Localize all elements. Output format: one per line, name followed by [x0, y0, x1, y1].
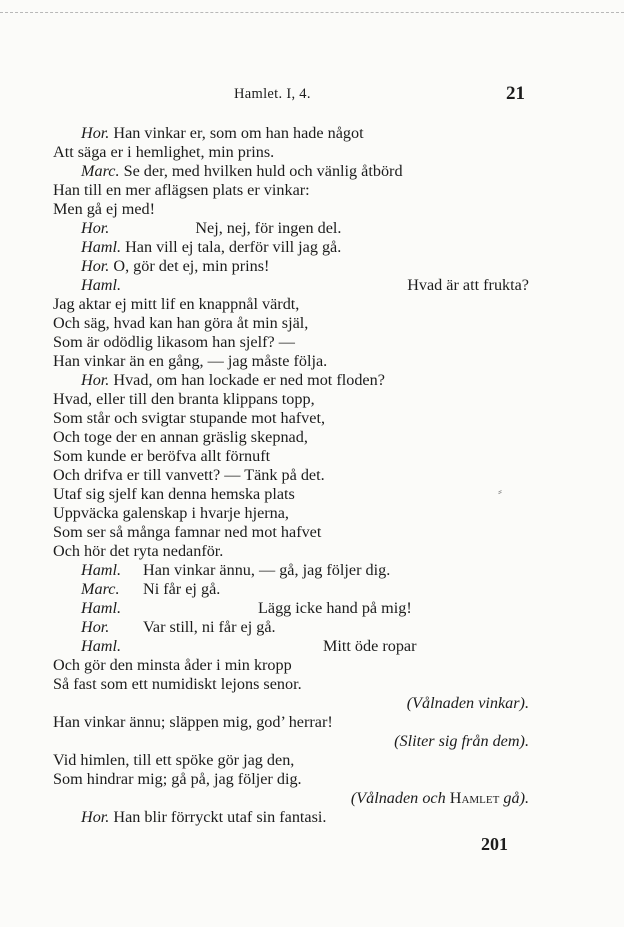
- verse-line: [53, 523, 529, 542]
- speaker-label: Hor.: [81, 808, 110, 826]
- speaker-label: Marc.: [81, 162, 120, 180]
- signature-number: 201: [481, 834, 508, 854]
- verse-line: [53, 409, 529, 428]
- verse-line: [53, 542, 529, 561]
- line-text: Så fast som ett numidiskt lejons senor.: [53, 675, 302, 693]
- line-text: Utaf sig sjelf kan denna hemska plats: [53, 485, 295, 503]
- line-text: Som ser så många famnar ned mot hafvet: [53, 523, 322, 541]
- stage-direction-character: Hamlet: [449, 789, 500, 807]
- line-text: Jag aktar ej mitt lif en knappnål värdt,: [53, 295, 300, 313]
- verse-line: [53, 447, 529, 466]
- verse-line: [53, 466, 529, 485]
- running-title: Hamlet. I, 4.: [234, 86, 311, 102]
- line-text: Mitt öde ropar: [323, 637, 417, 655]
- verse-line: [53, 124, 529, 143]
- page-number: 21: [506, 83, 525, 104]
- verse-line: [53, 751, 529, 770]
- line-text: Som står och svigtar stupande mot hafvet,: [53, 409, 325, 427]
- speaker-label: Hor.: [81, 618, 110, 636]
- verse-line: [53, 162, 529, 181]
- line-text: Och hör det ryta nedanför.: [53, 542, 224, 560]
- verse-line: [53, 561, 529, 580]
- line-text: O, gör det ej, min prins!: [113, 257, 270, 275]
- verse-line: [53, 656, 529, 675]
- verse-line: [53, 181, 529, 200]
- play-text: [53, 124, 529, 827]
- verse-line: [53, 276, 529, 295]
- speaker-label: Haml.: [81, 637, 122, 655]
- speaker-label: Haml.: [81, 276, 122, 294]
- stage-direction-text: gå).: [499, 789, 529, 807]
- speaker-label: Marc.: [81, 580, 120, 598]
- line-text: Ni får ej gå.: [143, 580, 221, 598]
- verse-line: [53, 504, 529, 523]
- verse-line: [53, 390, 529, 409]
- line-text: Uppväcka galenskap i hvarje hjerna,: [53, 504, 289, 522]
- line-text: Men gå ej med!: [53, 200, 156, 218]
- verse-line: [53, 200, 529, 219]
- verse-line: [53, 637, 529, 656]
- line-text: Att säga er i hemlighet, min prins.: [53, 143, 275, 161]
- line-text: Och drifva er till vanvett? — Tänk på det.: [53, 466, 325, 484]
- line-text: Vid himlen, till ett spöke gör jag den,: [53, 751, 295, 769]
- verse-line: [53, 314, 529, 333]
- line-text: Var still, ni får ej gå.: [143, 618, 276, 636]
- verse-line: [53, 713, 529, 732]
- speaker-label: Hor.: [81, 371, 110, 389]
- line-text: Hvad, om han lockade er ned mot floden?: [113, 371, 385, 389]
- verse-line: [53, 675, 529, 694]
- verse-line: [53, 238, 529, 257]
- stage-direction-text: (Sliter sig från dem).: [394, 732, 529, 750]
- line-text: Han vinkar ännu; släppen mig, god’ herrar!: [53, 713, 333, 731]
- verse-line: [53, 618, 529, 637]
- line-text: Som är odödlig likasom han sjelf? —: [53, 333, 295, 351]
- stage-direction-text: (Vålnaden vinkar).: [406, 694, 529, 712]
- line-text: Hvad, eller till den branta klippans topp,: [53, 390, 315, 408]
- line-text: Och gör den minsta åder i min kropp: [53, 656, 292, 674]
- line-text: Och säg, hvad kan han göra åt min själ,: [53, 314, 309, 332]
- verse-line: [53, 352, 529, 371]
- verse-line: [53, 428, 529, 447]
- verse-line: [53, 599, 529, 618]
- speaker-label: Haml.: [81, 238, 122, 256]
- line-text: Se der, med hvilken huld och vänlig åtbörd: [123, 162, 403, 180]
- verse-line: [53, 257, 529, 276]
- verse-line: [53, 770, 529, 789]
- speaker-label: Hor.: [81, 257, 110, 275]
- line-text: Han till en mer aflägsen plats er vinkar:: [53, 181, 310, 199]
- stage-direction: [53, 694, 529, 713]
- line-text: Han blir förryckt utaf sin fantasi.: [113, 808, 327, 826]
- verse-line: [53, 219, 529, 238]
- line-text: Som kunde er beröfva allt förnuft: [53, 447, 271, 465]
- speaker-label: Haml.: [81, 561, 122, 579]
- page-header: [0, 83, 624, 108]
- verse-line: [53, 580, 529, 599]
- stage-direction-text: (Vålnaden och: [350, 789, 450, 807]
- line-text: Han vinkar ännu, — gå, jag följer dig.: [143, 561, 391, 579]
- speaker-label: Hor.: [81, 124, 110, 142]
- speaker-label: Haml.: [81, 599, 122, 617]
- verse-line: [53, 333, 529, 352]
- verse-line: [53, 371, 529, 390]
- stray-mark: ⸗: [498, 484, 502, 498]
- line-text: Som hindrar mig; gå på, jag följer dig.: [53, 770, 302, 788]
- line-text: Hvad är att frukta?: [407, 276, 529, 294]
- line-text: Nej, nej, för ingen del.: [195, 219, 342, 237]
- speaker-label: Hor.: [81, 219, 110, 237]
- line-text: Han vill ej tala, derför vill jag gå.: [125, 238, 342, 256]
- line-text: Han vinkar än en gång, — jag måste följa.: [53, 352, 328, 370]
- verse-line: [53, 485, 529, 504]
- line-text: Och toge der en annan gräslig skepnad,: [53, 428, 308, 446]
- verse-line: [53, 295, 529, 314]
- verse-line: [53, 143, 529, 162]
- line-text: Lägg icke hand på mig!: [258, 599, 412, 617]
- line-text: Han vinkar er, som om han hade något: [113, 124, 364, 142]
- verse-line: [53, 808, 529, 827]
- stage-direction: [53, 732, 529, 751]
- stage-direction: [53, 789, 529, 808]
